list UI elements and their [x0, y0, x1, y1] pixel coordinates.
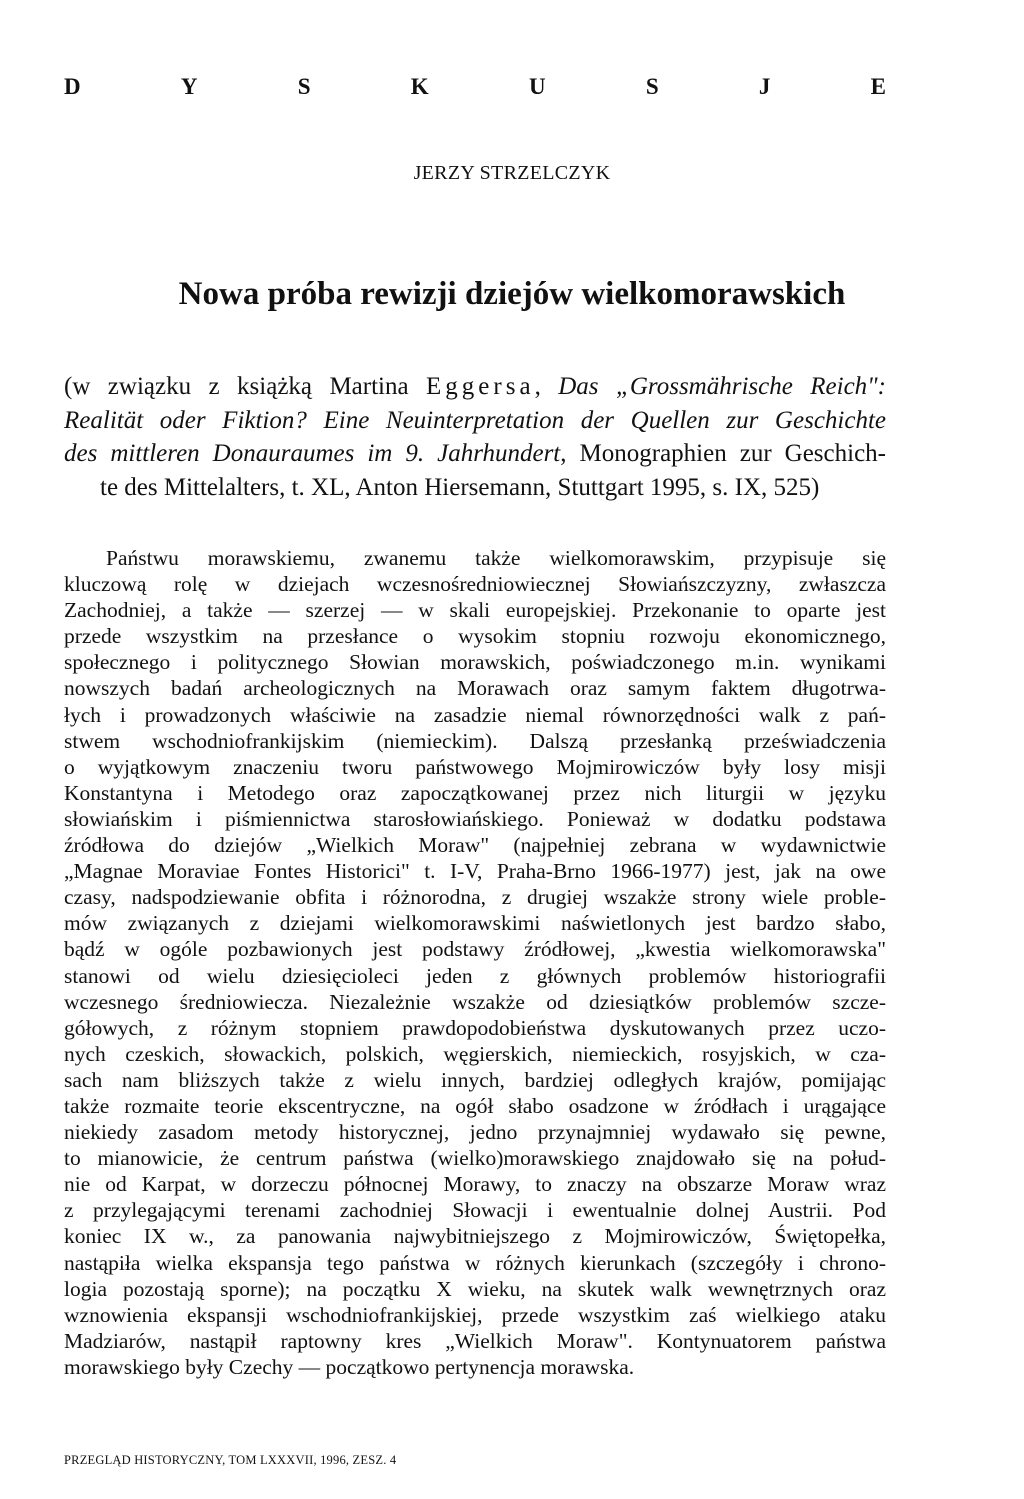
body-line: nowszych badań archeologicznych na Morawach oraz samym faktem długotrwa-: [64, 676, 886, 701]
section-header: [64, 74, 886, 100]
body-line: Madziarów, nastąpił raptowny kres „Wielkich Moraw". Kontynuatorem państwa: [64, 1328, 886, 1353]
body-line: o wyjątkowym znaczeniu tworu państwowego Mojmirowiczów były losy misji: [64, 754, 886, 779]
body-line: czasy, nadspodziewanie obfita i różnorodna, z drugiej wszakże strony wiele proble-: [64, 885, 886, 910]
book-reference-line: [64, 404, 886, 438]
section-header-letter: J: [758, 74, 771, 99]
body-paragraph: [64, 545, 886, 1380]
body-line: wczesnego średniowiecza. Niezależnie wszakże od dziesiątków problemów szcze-: [64, 989, 886, 1014]
book-reference-segment: ,: [534, 373, 559, 400]
body-line: źródłowa do dziejów „Wielkich Moraw" (najpełniej zebrana w wydawnictwie: [64, 833, 886, 858]
body-line: logia pozostają sporne); na początku X wieku, na skutek walk wewnętrznych oraz: [64, 1276, 886, 1301]
section-header-letter: U: [528, 74, 546, 99]
section-header-letter: D: [64, 74, 81, 99]
book-reference-line: [64, 437, 886, 471]
article-title: Nowa próba rewizji dziejów wielkomorawskich: [178, 276, 846, 312]
body-line: koniec IX w., za panowania najwybitniejszego z Mojmirowiczów, Świętopełka,: [64, 1224, 886, 1249]
body-line: „Magnae Moraviae Fontes Historici" t. I-V, Praha-Brno 1966-1977) jest, jak na owe: [64, 859, 886, 884]
body-line: stanowi od wielu dziesięcioleci jeden z głównych problemów historiografii: [64, 963, 886, 988]
section-header-letter: K: [410, 74, 429, 99]
body-line: z przylegającymi terenami zachodniej Słowacji i ewentualnie dolnej Austrii. Pod: [64, 1198, 886, 1223]
book-reference-segment: Realität oder Fiktion? Eine Neuinterpretation der Quellen zur Geschichte: [64, 406, 886, 434]
body-line: Konstantyna i Metodego oraz zapoczątkowanej przez nich liturgii w języku: [64, 780, 886, 805]
body-line: stwem wschodniofrankijskim (niemieckim). Dalszą przesłanką przeświadczenia: [64, 728, 886, 753]
body-line: nie od Karpat, w dorzeczu północnej Morawy, to znaczy na obszarze Moraw wraz: [64, 1172, 886, 1197]
body-line: kluczową rolę w dziejach wczesnośredniowiecznej Słowiańszczyzny, zwłaszcza: [64, 572, 886, 597]
body-line: przede wszystkim na przesłance o wysokim stopniu rozwoju ekonomicznego,: [64, 624, 886, 649]
section-header-letter: S: [645, 74, 659, 99]
body-line: nastąpiła wielka ekspansja tego państwa w różnych kierunkach (szczegóły i chrono-: [64, 1250, 886, 1275]
body-line: łych i prowadzonych właściwie na zasadzie niemal równorzędności walk z pań-: [64, 702, 886, 727]
section-header-letter: S: [297, 74, 311, 99]
section-header-letter: Y: [180, 74, 198, 99]
section-header-letter: E: [870, 74, 886, 99]
book-reference-segment: Eggersa: [426, 373, 535, 400]
body-line: słowiańskim i piśmiennictwa starosłowiańskiego. Ponieważ w dodatku podstawa: [64, 806, 886, 831]
body-line: także rozmaite teorie ekscentryczne, na ogół słabo osadzone w źródłach i urągające: [64, 1093, 886, 1118]
body-line: Państwu morawskiemu, zwanemu także wielkomorawskim, przypisuje się: [106, 546, 886, 570]
body-line: nych czeskich, słowackich, polskich, węgierskich, niemieckich, rosyjskich, w cza-: [64, 1041, 886, 1066]
book-reference-segment: , Monographien zur Geschich-: [560, 440, 886, 467]
body-line: mów związanych z dziejami wielkomorawskimi naświetlonych jest bardzo słabo,: [64, 911, 886, 936]
body-line: gółowych, z różnym stopniem prawdopodobieństwa dyskutowanych przez uczo-: [64, 1015, 886, 1040]
book-reference-line: [64, 471, 886, 505]
book-reference-segment: Das „Grossmährische Reich":: [558, 373, 886, 400]
book-reference: [64, 370, 886, 504]
author-name: JERZY STRZELCZYK: [413, 162, 611, 184]
book-reference-line: [64, 370, 886, 404]
body-line: społecznego i politycznego Słowian morawskich, poświadczonego m.in. wynikami: [64, 650, 886, 675]
body-line: sach nam bliższych także z wielu innych, bardziej odległych krajów, pomijając: [64, 1067, 886, 1092]
book-reference-segment: (w związku z książką Martina: [64, 373, 427, 400]
body-line: morawskiego były Czechy — początkowo pertynencja morawska.: [64, 1354, 635, 1379]
body-line: Zachodniej, a także — szerzej — w skali europejskiej. Przekonanie to oparte jest: [64, 598, 886, 623]
journal-footer: PRZEGLĄD HISTORYCZNY, TOM LXXXVII, 1996, ZESZ. 4: [64, 1453, 397, 1467]
body-line: niekiedy zasadom metody historycznej, jedno przynajmniej wydawało się pewne,: [64, 1120, 886, 1145]
body-line: bądź w ogóle pozbawionych jest podstawy źródłowej, „kwestia wielkomorawska": [64, 937, 886, 962]
book-reference-segment: des mittleren Donauraumes im 9. Jahrhundert: [64, 440, 561, 467]
body-line: wznowienia ekspansji wschodniofrankijskiej, przede wszystkim zaś wielkiego ataku: [64, 1302, 886, 1327]
body-line: to mianowicie, że centrum państwa (wielko)morawskiego znajdowało się na połud-: [64, 1146, 886, 1171]
book-reference-segment: te des Mittelalters, t. XL, Anton Hiersemann, Stuttgart 1995, s. IX, 525): [100, 473, 820, 501]
